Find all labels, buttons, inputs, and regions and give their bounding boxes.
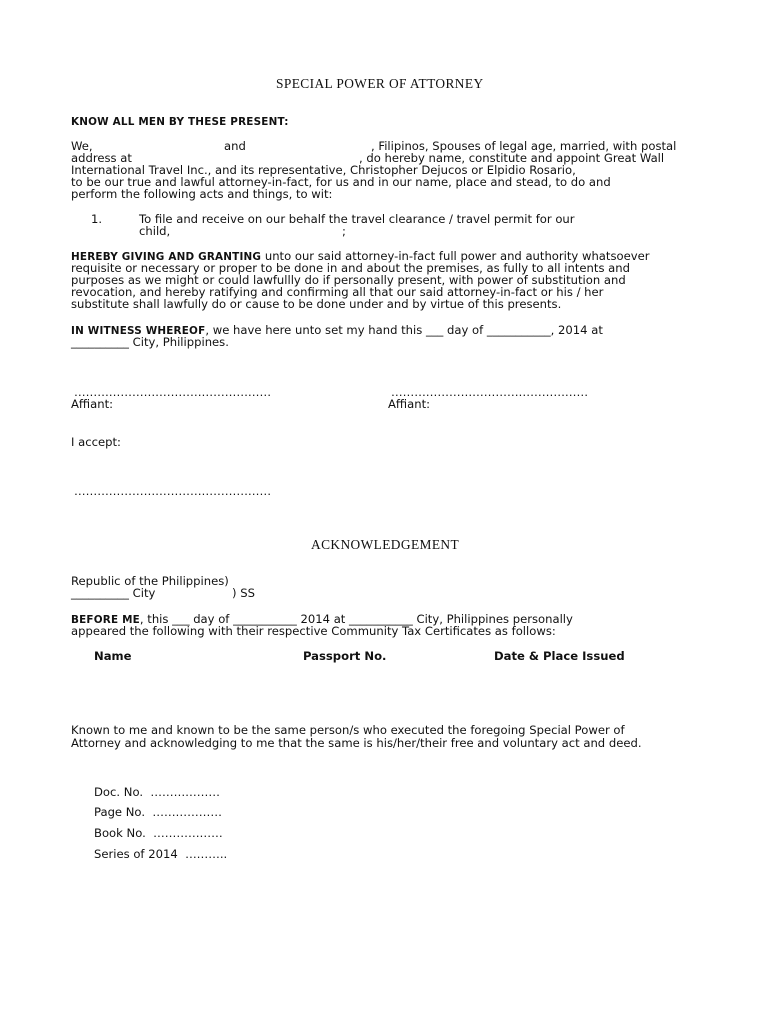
venue-city: __________ City <box>71 586 156 600</box>
witness-line1-rest: , we have here unto set my hand this ___ day of ___________, 2014 at <box>205 323 603 337</box>
accept-label: I accept: <box>71 435 121 449</box>
para1-line2-rest: , do hereby name, constitute and appoint Great Wall <box>359 151 665 165</box>
para2-line2: requisite or necessary or proper to be done in and about the premises, as fully to all intents and <box>71 261 630 275</box>
signature-line-right: …………………………………………… <box>391 385 589 399</box>
venue-ss: ) SS <box>232 586 255 600</box>
affiant-label-right: Affiant: <box>388 397 431 411</box>
known-line2: Attorney and acknowledging to me that the same is his/her/their free and voluntary act and deed. <box>71 736 642 750</box>
document-title: SPECIAL POWER OF ATTORNEY <box>276 76 484 91</box>
known-line1: Known to me and known to be the same person/s who executed the foregoing Special Power of <box>71 723 625 737</box>
column-header-date-place: Date & Place Issued <box>494 649 625 663</box>
page-no: Page No. ……………… <box>94 805 222 819</box>
para1-line1-rest: , Filipinos, Spouses of legal age, married, with postal <box>371 139 677 153</box>
witness-line2: __________ City, Philippines. <box>71 335 229 349</box>
column-header-name: Name <box>94 649 132 663</box>
affiant-label-left: Affiant: <box>71 397 114 411</box>
para1-line4: to be our true and lawful attorney-in-fact, for us and in our name, place and stead, to do and <box>71 175 611 189</box>
para2-line4: revocation, and hereby ratifying and confirming all that our said attorney-in-fact or his / her <box>71 285 604 299</box>
para1-and: and <box>224 139 246 153</box>
venue-line1: Republic of the Philippines) <box>71 574 229 588</box>
before-me-lead: BEFORE ME <box>71 614 140 626</box>
para1-address-at: address at <box>71 151 132 165</box>
doc-no: Doc. No. ……………… <box>94 785 220 799</box>
series-of: Series of 2014 ……….. <box>94 847 228 861</box>
item1-child: child, <box>139 224 171 238</box>
before-line2: appeared the following with their respective Community Tax Certificates as follows: <box>71 624 556 638</box>
para1-line5: perform the following acts and things, to wit: <box>71 187 333 201</box>
para2-line3: purposes as we might or could lawfullly do if personally present, with power of substitution and <box>71 273 626 287</box>
signature-line-left: …………………………………………… <box>74 385 272 399</box>
acknowledgement-title: ACKNOWLEDGEMENT <box>311 537 460 552</box>
intro-heading: KNOW ALL MEN BY THESE PRESENT: <box>71 116 289 128</box>
before-line1-rest: , this ___ day of ___________ 2014 at ___________ City, Philippines personally <box>139 612 573 626</box>
item-number: 1. <box>91 212 103 226</box>
item1-line1: To file and receive on our behalf the travel clearance / travel permit for our <box>139 212 575 226</box>
item1-semicolon: ; <box>342 224 346 238</box>
signature-line-accept: …………………………………………… <box>74 484 272 498</box>
book-no: Book No. ……………… <box>94 826 223 840</box>
para2-line1-rest: unto our said attorney-in-fact full power and authority whatsoever <box>261 249 650 263</box>
para1-line3: International Travel Inc., and its representative, Christopher Dejucos or Elpidio Rosario, <box>71 163 576 177</box>
para1-we: We, <box>71 139 93 153</box>
column-header-passport: Passport No. <box>303 649 387 663</box>
witness-lead: IN WITNESS WHEREOF <box>71 325 206 337</box>
para2-line5: substitute shall lawfully do or cause to be done under and by virtue of this presents. <box>71 297 562 311</box>
granting-lead: HEREBY GIVING AND GRANTING <box>71 251 262 263</box>
